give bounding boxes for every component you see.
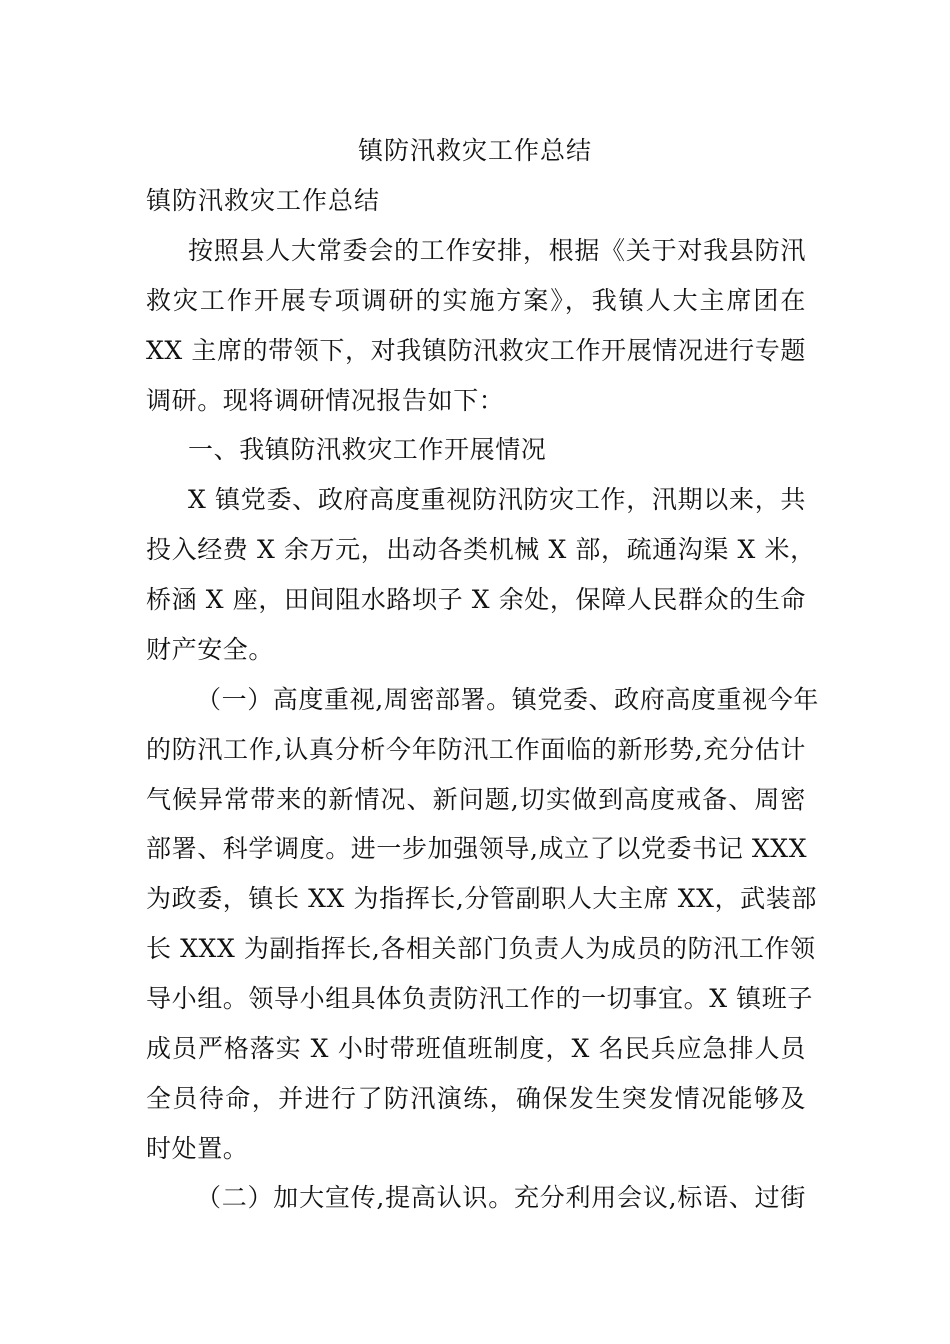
body-line: 长 XXX 为副指挥长,各相关部门负责人为成员的防汛工作领	[146, 934, 816, 963]
body-line: 按照县人大常委会的工作安排，根据《关于对我县防汛	[188, 236, 806, 265]
body-line: 的防汛工作,认真分析今年防汛工作面临的新形势,充分估计	[146, 735, 806, 764]
document-subtitle: 镇防汛救灾工作总结	[146, 186, 381, 215]
body-line: 成员严格落实 X 小时带班值班制度，X 名民兵应急排人员	[146, 1034, 806, 1063]
body-line: 为政委，镇长 XX 为指挥长,分管副职人大主席 XX，武装部	[146, 884, 817, 913]
body-line: 部署、科学调度。进一步加强领导,成立了以党委书记 XXX	[146, 834, 808, 863]
body-line: 全员待命，并进行了防汛演练，确保发生突发情况能够及	[146, 1084, 806, 1113]
body-line: 财产安全。	[146, 635, 275, 664]
document-title: 镇防汛救灾工作总结	[357, 136, 592, 165]
body-line: （二）加大宣传,提高认识。充分利用会议,标语、过街	[196, 1183, 806, 1212]
body-line: （一）高度重视,周密部署。镇党委、政府高度重视今年	[196, 685, 819, 714]
body-line: XX 主席的带领下，对我镇防汛救灾工作开展情况进行专题	[146, 336, 806, 365]
body-line: 气候异常带来的新情况、新问题,切实做到高度戒备、周密	[146, 785, 806, 814]
section-heading: 一、我镇防汛救灾工作开展情况	[188, 435, 547, 464]
body-line: 导小组。领导小组具体负责防汛工作的一切事宜。X 镇班子	[146, 984, 813, 1013]
body-line: 投入经费 X 余万元，出动各类机械 X 部，疏通沟渠 X 米，	[146, 535, 816, 564]
body-line: 桥涵 X 座，田间阻水路坝子 X 余处，保障人民群众的生命	[146, 585, 806, 614]
body-line: X 镇党委、政府高度重视防汛防灾工作，汛期以来，共	[188, 485, 806, 514]
body-line: 时处置。	[146, 1134, 249, 1163]
body-line: 救灾工作开展专项调研的实施方案》，我镇人大主席团在	[146, 286, 806, 315]
body-line: 调研。现将调研情况报告如下：	[146, 386, 505, 415]
